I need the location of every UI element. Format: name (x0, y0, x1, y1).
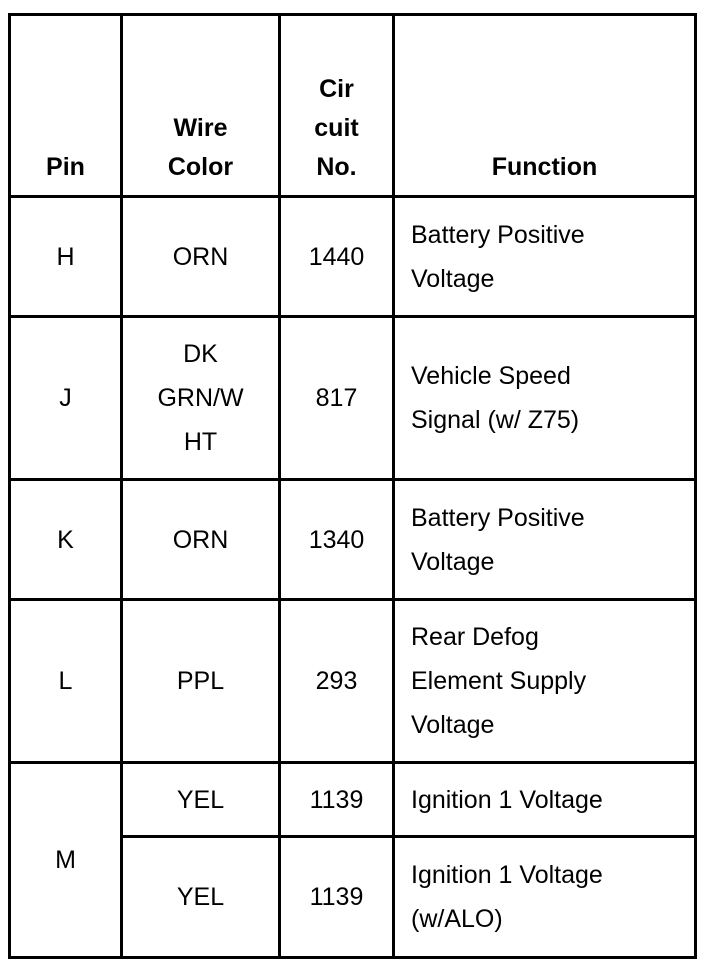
wire-color-text: ORN (172, 242, 229, 271)
function-text-line: Element Supply (411, 667, 587, 695)
function-text-line: Voltage (411, 264, 495, 293)
header-wire-color-line-2: Color (167, 153, 234, 181)
header-circuit-line-1: Cir (319, 75, 354, 103)
wire-color-text: ORN (172, 525, 229, 554)
wire-color-text-line: GRN/W (157, 384, 244, 412)
circuit-cell: 1340 (280, 480, 394, 600)
function-text-line: Voltage (411, 711, 495, 739)
function-cell (394, 317, 696, 480)
function-cell (394, 480, 696, 600)
table-row (10, 317, 696, 480)
wire-color-text-line: HT (183, 428, 218, 456)
header-function (394, 15, 696, 197)
table-row (10, 197, 696, 317)
wire-color-text: YEL (176, 785, 225, 814)
wire-color-text-line: DK (183, 340, 218, 368)
wire-color-cell (122, 197, 280, 317)
pin-cell: H (10, 197, 122, 317)
wire-color-cell (122, 837, 280, 958)
wire-color-text: YEL (176, 883, 225, 911)
wire-color-text: PPL (176, 667, 225, 695)
function-text-line: Ignition 1 Voltage (411, 785, 603, 814)
function-text-line: Ignition 1 Voltage (411, 861, 603, 889)
function-text-line: Battery Positive (411, 220, 585, 249)
connector-pinout-table (8, 13, 697, 959)
wire-color-cell (122, 600, 280, 763)
header-wire-color-line-1: Wire (173, 114, 228, 142)
function-text-line: Signal (w/ Z75) (411, 406, 580, 434)
function-cell (394, 600, 696, 763)
function-cell (394, 197, 696, 317)
circuit-cell: 817 (280, 317, 394, 480)
function-text-line: Voltage (411, 547, 495, 576)
table-row (10, 600, 696, 763)
pin-cell: M (10, 763, 122, 958)
function-cell (394, 763, 696, 837)
pin-cell: J (10, 317, 122, 480)
function-text-line: Battery Positive (411, 503, 585, 532)
header-function-label: Function (491, 153, 598, 181)
header-row (10, 15, 696, 197)
header-circuit-line-2: cuit (314, 114, 359, 142)
header-circuit-line-3: No. (316, 153, 357, 181)
header-circuit-no (280, 15, 394, 197)
function-cell (394, 837, 696, 958)
wire-color-cell (122, 317, 280, 480)
table-row (10, 763, 696, 837)
wire-color-cell (122, 763, 280, 837)
function-text-line: Vehicle Speed (411, 362, 571, 390)
wire-color-cell (122, 480, 280, 600)
circuit-cell: 1139 (280, 837, 394, 958)
function-text-line: Rear Defog (411, 623, 539, 651)
table-row (10, 480, 696, 600)
header-pin (10, 15, 122, 197)
pin-cell: L (10, 600, 122, 763)
header-wire-color (122, 15, 280, 197)
pin-cell: K (10, 480, 122, 600)
circuit-cell: 293 (280, 600, 394, 763)
circuit-cell: 1440 (280, 197, 394, 317)
circuit-cell: 1139 (280, 763, 394, 837)
function-text-line: (w/ALO) (411, 905, 503, 933)
header-pin-label: Pin (46, 153, 85, 181)
